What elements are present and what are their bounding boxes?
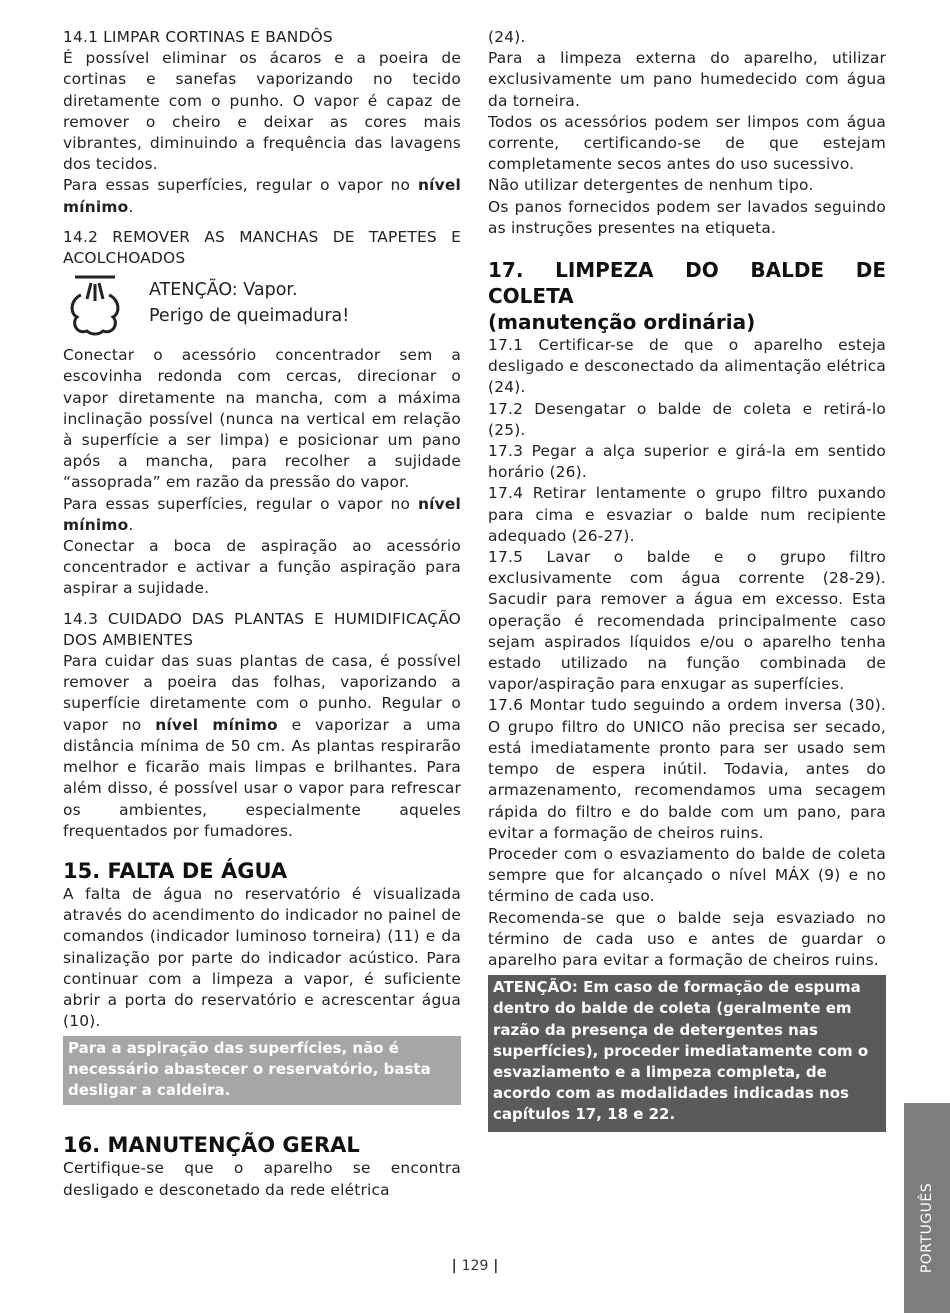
page-number-bar-right: | — [488, 1258, 499, 1274]
page-number-bar-left: | — [451, 1258, 462, 1274]
section-14-2-title: 14.2 REMOVER AS MANCHAS DE TAPETES E ACOLCHOADOS — [63, 227, 461, 268]
plants-text-end: e vaporizar a uma distância mínima de 50 cm. As plantas respirarão melhor e ficarão mais limpas e brilhantes. Para além disso, é possível usar o vapor para refrescar os ambientes, especialmente aqueles frequentados por fumadores. — [63, 715, 461, 840]
section-14-1-text: É possível eliminar os ácaros e a poeira de cortinas e sanefas vaporizando no tecido diretamente com o punho. O vapor é capaz de remover o cheiro e deixar as cores mais vibrantes, diminuindo a frequência das lavagens dos tecidos. — [63, 49, 461, 174]
section-17-heading-line-2: COLETA — [488, 284, 574, 309]
aspiration-note: Para a aspiração das superfícies, não é necessário abastecer o reservatório, basta desligar a caldeira. — [63, 1036, 461, 1105]
right-column — [488, 27, 886, 1132]
warning-line-2: Perigo de queimadura! — [149, 306, 350, 327]
section-17-paragraph-8: Recomenda-se que o balde seja esvaziado no término de cada uso e antes de guardar o aparelho para evitar a formação de cheiros ruins. — [488, 908, 886, 969]
foam-attention-box: ATENÇÃO: Em caso de formação de espuma dentro do balde de coleta (geralmente em razão da presença de detergentes nas superfícies), proceder imediatamente com o esvaziamento e a limpeza completa, de acordo com as modalidades indicadas nos capítulos 17, 18 e 22. — [488, 975, 886, 1131]
step-17-1: 17.1 Certificar-se de que o aparelho esteja desligado e desconectado da alimentação elétrica (24). — [488, 336, 886, 397]
page-number — [0, 1258, 950, 1274]
step-17-2: 17.2 Desengatar o balde de coleta e retirá-lo (25). — [488, 399, 886, 439]
section-14-1-title: 14.1 LIMPAR CORTINAS E BANDÔS — [63, 28, 333, 46]
step-17-5: 17.5 Lavar o balde e o grupo filtro exclusivamente com água corrente (28-29). Sacudir para remover a água em excesso. Esta operação é recomendada principalmente caso sejam aspirados líquidos e/ou o aparelho tenha estado utilizado na função combinada de vapor/aspiração para enxugar as superfícies. — [488, 548, 886, 694]
section-15-text: A falta de água no reservatório é visualizada através do acendimento do indicador no painel de comandos (indicador luminoso torneira) (11) e da sinalização por parte do indicador acústico. Para continuar com a limpeza a vapor, é suficiente abrir a porta do reservatório e acrescentar água (10). — [63, 884, 461, 1031]
plants-text: Para cuidar das suas plantas de casa, é possível remover a poeira das folhas, vaporizando a superfície diretamente com o punho. Regular o vapor no — [63, 652, 461, 734]
section-16-paragraph-3: Todos os acessórios podem ser limpos com água corrente, certificando-se de que estejam completamente secos antes do uso sucessivo. — [488, 112, 886, 174]
section-14-2-tip — [63, 494, 461, 536]
section-16-continuation: (24). — [488, 28, 526, 46]
section-14-2-text: Conectar o acessório concentrador sem a escovinha redonda com cercas, direcionar o vapor diretamente na mancha, com a máxima inclinação possível (nunca na vertical em relação à superfície a ser limpa) e posicionar um pano após a mancha, para recolher a sujidade “assoprada” em razão da pressão do vapor. — [63, 346, 461, 492]
section-16-text: Certifique-se que o aparelho se encontra desligado e desconetado da rede elétrica — [63, 1159, 461, 1199]
step-17-4: 17.4 Retirar lentamente o grupo filtro puxando para cima e esvaziar o balde num recipiente adequado (26-27). — [488, 484, 886, 545]
section-15-heading: 15. FALTA DE ÁGUA — [63, 858, 288, 883]
steam-warning — [63, 273, 461, 337]
steam-burn-icon — [67, 273, 123, 337]
section-17-paragraph-7: Proceder com o esvaziamento do balde de coleta sempre que for alcançado o nível MÁX (9) e no término de cada uso. — [488, 844, 886, 906]
section-16-paragraph-2: Para a limpeza externa do aparelho, utilizar exclusivamente um pano humedecido com água da torneira. — [488, 49, 886, 110]
left-column — [63, 27, 461, 1201]
section-17-subheading: (manutenção ordinária) — [488, 310, 756, 335]
section-16-paragraph-4: Não utilizar detergentes de nenhum tipo. — [488, 176, 814, 195]
page-number-value: 129 — [461, 1258, 489, 1274]
tip-end: . — [128, 515, 134, 534]
language-tab — [904, 1103, 950, 1313]
section-16-paragraph-5: Os panos fornecidos podem ser lavados seguindo as instruções presentes na etiqueta. — [488, 197, 886, 237]
section-14-3-text — [63, 651, 461, 842]
tip-emphasis: nível mínimo — [63, 176, 461, 216]
tip-emphasis: nível mínimo — [63, 494, 461, 534]
tip-text: Para essas superfícies, regular o vapor no — [63, 176, 419, 195]
plants-emphasis: nível mínimo — [155, 715, 278, 734]
section-14-3-title: 14.3 CUIDADO DAS PLANTAS E HUMIDIFICAÇÃO DOS AMBIENTES — [63, 609, 461, 649]
tip-text: Para essas superfícies, regular o vapor no — [63, 494, 419, 513]
section-16-heading: 16. MANUTENÇÃO GERAL — [63, 1133, 360, 1158]
warning-line-1: ATENÇÃO: Vapor. — [149, 280, 298, 301]
step-17-3: 17.3 Pegar a alça superior e girá-la em sentido horário (26). — [488, 442, 886, 482]
section-14-1-tip — [63, 175, 461, 217]
section-17-heading-line-1: 17. LIMPEZA DO BALDE DE — [488, 258, 886, 283]
warning-text — [149, 277, 349, 329]
tip-end: . — [128, 197, 134, 216]
section-14-2-text-2: Conectar a boca de aspiração ao acessório concentrador e activar a função aspiração para aspirar a sujidade. — [63, 537, 461, 598]
step-17-6: 17.6 Montar tudo seguindo a ordem inversa (30). O grupo filtro do UNICO não precisa ser secado, está imediatamente pronto para ser usado sem tempo de espera inútil. Todavia, antes do armazenamento, recomendamos uma secagem rápida do filtro e do balde com um pano, para evitar a formação de cheiros ruins. — [488, 696, 886, 842]
language-tab-label: PORTUGUÊS — [919, 1182, 935, 1274]
